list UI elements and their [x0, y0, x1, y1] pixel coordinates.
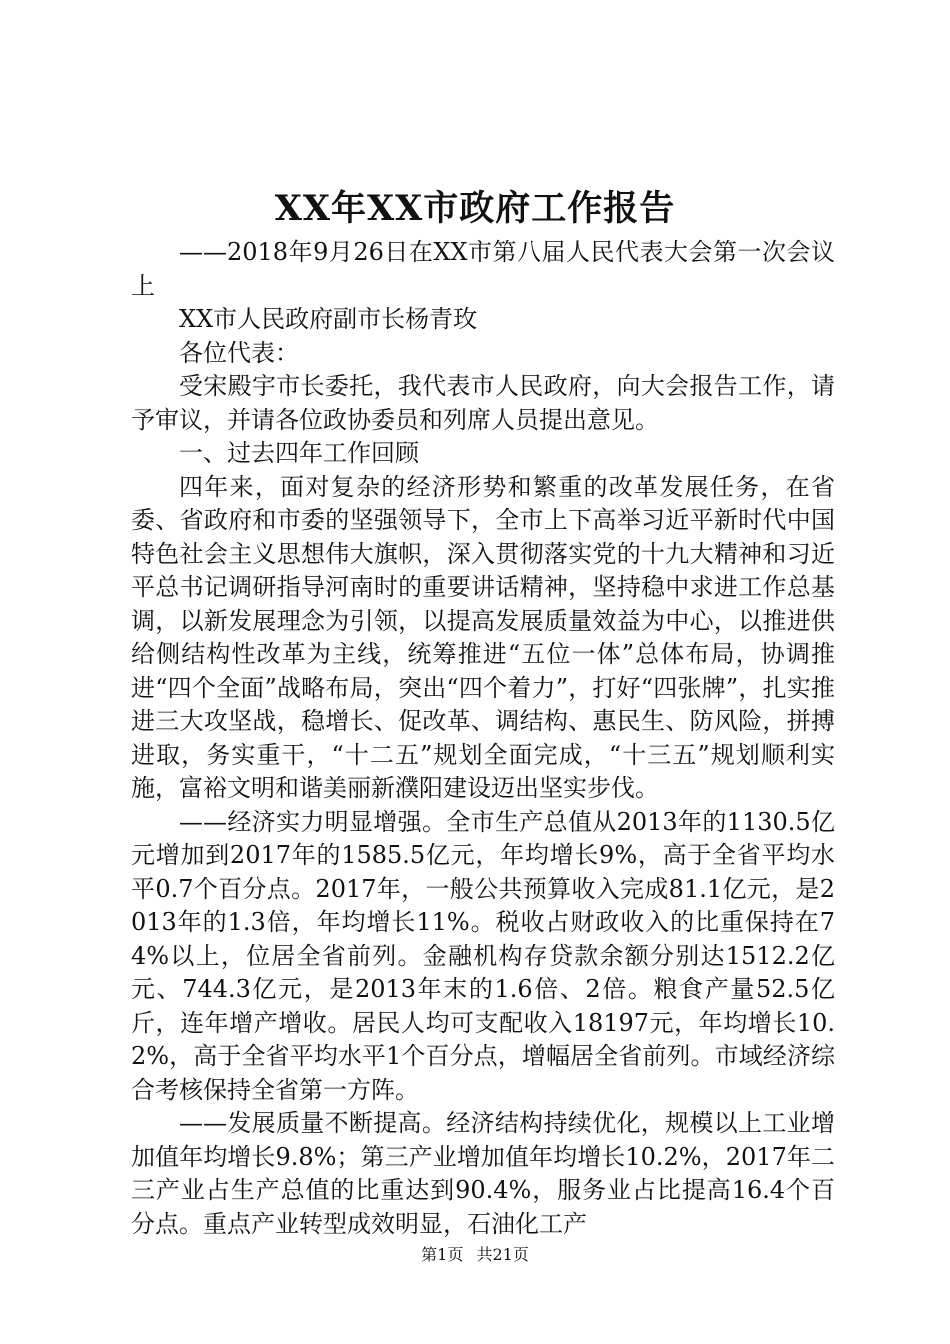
document-title: XX年XX市政府工作报告	[274, 188, 676, 229]
subtitle-date-paragraph: ——2018年9月26日在XX市第八届人民代表大会第一次会议上	[131, 238, 835, 300]
page-footer	[0, 1243, 950, 1267]
page-number: 第1页	[421, 1245, 464, 1264]
speaker-paragraph: XX市人民政府副市长杨青玫	[179, 305, 478, 333]
document-body	[131, 236, 835, 1241]
section-heading: 一、过去四年工作回顾	[179, 439, 419, 467]
salutation-paragraph: 各位代表：	[179, 338, 299, 367]
body-paragraph: ——发展质量不断提高。经济结构持续优化，规模以上工业增加值年均增长9.8%；第三产业增加值年均增长10.2%，2017年二三产业占生产总值的比重达到90.4%，服务业占比提高16.4个百分点。重点产业转型成效明显，石油化工产	[131, 1109, 835, 1238]
page-total: 共21页	[476, 1245, 529, 1264]
intro-paragraph: 受宋殿宇市长委托，我代表市人民政府，向大会报告工作，请予审议，并请各位政协委员和列席人员提出意见。	[131, 372, 835, 434]
body-paragraph: ——经济实力明显增强。全市生产总值从2013年的1130.5亿元增加到2017年的1585.5亿元，年均增长9%，高于全省平均水平0.7个百分点。2017年，一般公共预算收入完成81.1亿元，是2013年的1.3倍，年均增长11%。税收占财政收入的比重保持在74%以上，位居全省前列。金融机构存贷款余额分别达1512.2亿元、744.3亿元，是2013年末的1.6倍、2倍。粮食产量52.5亿斤，连年增产增收。居民人均可支配收入18197元，年均增长10.2%，高于全省平均水平1个百分点，增幅居全省前列。市域经济综合考核保持全省第一方阵。	[131, 807, 835, 1104]
body-paragraph: 四年来，面对复杂的经济形势和繁重的改革发展任务，在省委、省政府和市委的坚强领导下，全市上下高举习近平新时代中国特色社会主义思想伟大旗帜，深入贯彻落实党的十九大精神和习近平总书记调研指导河南时的重要讲话精神，坚持稳中求进工作总基调，以新发展理念为引领，以提高发展质量效益为中心，以推进供给侧结构性改革为主线，统筹推进“五位一体”总体布局，协调推进“四个全面”战略布局，突出“四个着力”，打好“四张牌”，扎实推进三大攻坚战，稳增长、促改革、调结构、惠民生、防风险，拼搏进取，务实重干，“十二五”规划全面完成，“十三五”规划顺利实施，富裕文明和谐美丽新濮阳建设迈出坚实步伐。	[131, 472, 835, 802]
